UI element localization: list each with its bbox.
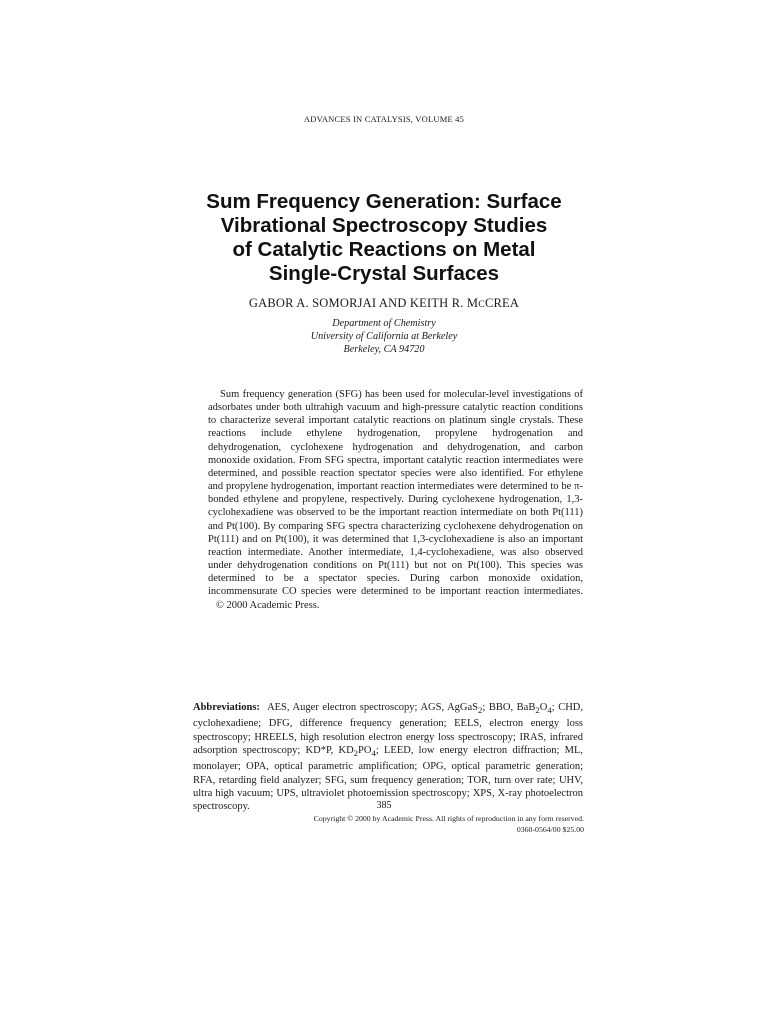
authors-small-cap: C bbox=[478, 299, 485, 310]
subscript: 4 bbox=[547, 705, 552, 716]
abbreviations-text: ; CHD, cyclohexadiene; DFG, difference frequency generation; EELS, electron energy loss spectroscopy; HREELS, high resolution electron energy loss spectroscopy; IRAS, infrared adsorption spectroscopy; KD*P, KD bbox=[193, 702, 583, 756]
journal-header: ADVANCES IN CATALYSIS, VOLUME 45 bbox=[303, 114, 465, 124]
authors-text: GABOR A. SOMORJAI AND KEITH R. M bbox=[248, 296, 479, 310]
abbreviations-text: O bbox=[539, 702, 548, 713]
affiliation-address: Berkeley, CA 94720 bbox=[343, 344, 425, 355]
abbreviations-text: ; LEED, low energy electron diffraction; ML, monolayer; OPA, optical parametric amplification; OPG, optical parametric generation; RFA, retarding field analyzer; SFG, sum frequency generation; TOR, turn over rate; UHV, ultra high vacuum; UPS, ultraviolet photoemission spectroscopy; XPS, X-ray photoelectron spectroscopy. bbox=[193, 744, 583, 813]
abbreviations-text: PO bbox=[358, 744, 372, 756]
issn-price: 0360-0564/00 $25.00 bbox=[516, 825, 584, 834]
subscript: 2 bbox=[478, 705, 483, 716]
abstract bbox=[208, 388, 583, 612]
abstract-copyright: © 2000 Academic Press. bbox=[215, 599, 320, 611]
title-line: of Catalytic Reactions on Metal bbox=[232, 238, 536, 261]
subscript: 2 bbox=[535, 705, 540, 716]
abbreviations-label: Abbreviations: bbox=[193, 702, 260, 713]
abbreviations bbox=[193, 701, 583, 814]
affiliation bbox=[0, 317, 768, 356]
subscript: 4 bbox=[371, 748, 376, 759]
copyright-line: Copyright © 2000 by Academic Press. All rights of reproduction in any form reserved. bbox=[313, 814, 584, 823]
title-line: Sum Frequency Generation: Surface bbox=[206, 190, 562, 213]
authors-text-end: CREA bbox=[484, 296, 520, 310]
abbreviations-text: AES, Auger electron spectroscopy; AGS, AgGaS bbox=[267, 702, 479, 713]
title-line: Vibrational Spectroscopy Studies bbox=[220, 214, 548, 237]
affiliation-university: University of California at Berkeley bbox=[310, 331, 458, 342]
abbreviations-text: ; BBO, BaB bbox=[482, 702, 536, 713]
title-line: Single-Crystal Surfaces bbox=[268, 262, 500, 285]
authors bbox=[0, 296, 768, 311]
subscript: 2 bbox=[353, 748, 359, 759]
article-title bbox=[150, 190, 618, 286]
affiliation-department: Department of Chemistry bbox=[332, 318, 436, 329]
page-number: 385 bbox=[376, 800, 392, 811]
abstract-text: Sum frequency generation (SFG) has been used for molecular-level investigations of adsorbates under both ultrahigh vacuum and high-pressure catalytic reaction conditions to characterize several important catalytic reactions on platinum single crystals. These reactions include ethylene hydrogenation, propylene hydrogenation and dehydrogenation, cyclohexene hydrogenation and dehydrogenation, and carbon monoxide oxidation. From SFG spectra, important catalytic reaction intermediates were determined, and possible reaction spectator species were also identified. For ethylene and propylene hydrogenation, important reaction intermediates were determined to be π-bonded ethylene and propylene, respectively. During cyclohexene hydrogenation, 1,3-cyclohexadiene was observed to be the important reaction intermediate on both Pt(111) and Pt(100). By comparing SFG spectra characterizing cyclohexene dehydrogenation on Pt(111) and on Pt(100), it was determined that 1,3-cyclohexadiene is also an important reaction intermediate. Another intermediate, 1,4-cyclohexadiene, was also observed under dehydrogenation conditions on Pt(111) but not on Pt(100). This species was determined to be a spectator species. During carbon monoxide oxidation, incommensurate CO species were determined to be important reaction intermediates. bbox=[208, 389, 583, 598]
copyright-notice bbox=[290, 813, 584, 835]
